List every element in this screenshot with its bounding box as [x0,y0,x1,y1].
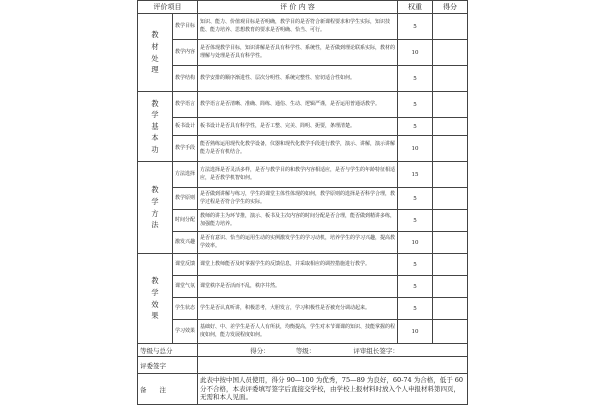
category-char: 教 [151,30,159,40]
category-cell [138,162,173,254]
score-input-cell[interactable] [433,298,468,320]
category-char: 学 [151,287,159,297]
score-input-cell[interactable] [433,92,468,118]
sub-item-label: 方法选择 [173,162,198,188]
sub-item-label: 课堂气氛 [173,276,198,298]
category-char: 效 [151,299,159,309]
notes-label: 备 注 [138,374,198,405]
category-char: 教 [151,276,159,286]
criteria-text: 能否熟练运用现代化教学设备，仪器和现代化教学手段进行教学，演示、讲解，演示讲解能力是否有机结合。 [198,136,398,162]
category-char: 本 [151,133,159,143]
criteria-text: 课堂秩序是否活而不乱，秩序井然。 [198,276,398,298]
category-char: 学 [151,196,159,206]
table-row [138,188,468,210]
criteria-text: 方法选择是否灵活多样，是否与教学目的和教学内容相适应，是否与学生的年龄特征相适应，是否教学机智如何。 [198,162,398,188]
reviewer-label: 评审组长签字： [353,346,399,355]
category-cell [138,254,173,344]
sub-item-label: 教学结构 [173,66,198,92]
grade-label: 等级与总分 [138,344,198,357]
sub-item-label: 时间分配 [173,210,198,232]
table-row [138,162,468,188]
sub-item-label: 课堂反馈 [173,254,198,276]
sub-item-label: 教学语言 [173,92,198,118]
weight-value: 5 [398,14,433,40]
category-char: 材 [151,41,159,51]
weight-value: 5 [398,298,433,320]
category-char: 法 [151,220,159,230]
score-input-cell[interactable] [433,118,468,136]
criteria-text: 是否有意识、恰当的运用生动的实例激发学生的学习动机，培养学生的学习兴趣，提高教学效率。 [198,232,398,254]
weight-value: 10 [398,320,433,344]
table-row [138,298,468,320]
weight-value: 15 [398,162,433,188]
sub-item-label: 激发兴趣 [173,232,198,254]
sub-item-label: 教学手段 [173,136,198,162]
criteria-text: 板书设计是否具有科学性，是否工整、完美、简明、扼要，条理清楚。 [198,118,398,136]
sub-item-label: 教学内容 [173,40,198,66]
sub-item-label: 教学原则 [173,188,198,210]
weight-value: 10 [398,232,433,254]
weight-value: 5 [398,210,433,232]
score-input-cell[interactable] [433,232,468,254]
criteria-text: 教学语言是否清晰、准确、简练、通俗、生动、逻辑严谨，是否运用普通话教学。 [198,92,398,118]
category-char: 理 [151,65,159,75]
sub-item-label: 板书设计 [173,118,198,136]
sub-item-label: 教学目标 [173,14,198,40]
criteria-text: 知识、能力、价值观目标是否明确，教学目的是否符合新课程要求和学生实际，知识技能、能力培养、思想教育的要求是否明确、恰当、可行。 [198,14,398,40]
score-label: 得分： [250,346,270,355]
signature-row [138,357,468,374]
table-row [138,14,468,40]
table-row [138,40,468,66]
table-row [138,210,468,232]
weight-value: 10 [398,136,433,162]
score-input-cell[interactable] [433,188,468,210]
header-score: 得分 [433,1,468,14]
header-weight: 权重 [398,1,433,14]
weight-value: 5 [398,254,433,276]
evaluation-table [137,0,468,405]
category-char: 基 [151,121,159,131]
category-char: 功 [151,144,159,154]
criteria-text: 基础好、中、差学生是否人人有所获，均衡提高，学生对本节课课的知识、技能掌握的程度如何，能力发展程度如何。 [198,320,398,344]
category-char: 教 [151,98,159,108]
sub-item-label: 学习效果 [173,320,198,344]
evaluation-sheet [137,0,467,400]
signature-label: 评委签字 [138,357,198,374]
criteria-text: 是否体现教学目标，知识讲解是否具有科学性、系统性，是否做到理论联系实际，教材的理解与处理是否具有科学性。 [198,40,398,66]
weight-value: 5 [398,188,433,210]
header-item: 评价项目 [138,1,198,14]
category-cell [138,14,173,92]
table-row [138,254,468,276]
weight-value: 5 [398,118,433,136]
category-char: 处 [151,53,159,63]
table-row [138,118,468,136]
score-input-cell[interactable] [433,14,468,40]
score-input-cell[interactable] [433,136,468,162]
weight-value: 5 [398,66,433,92]
grade-row [138,344,468,357]
table-row [138,276,468,298]
category-char: 果 [151,311,159,321]
table-row [138,92,468,118]
score-input-cell[interactable] [433,40,468,66]
weight-value: 5 [398,276,433,298]
score-input-cell[interactable] [433,210,468,232]
weight-value: 10 [398,40,433,66]
notes-text: 此表中按中国人员使用，得分 90—100 为优秀，75—89 为良好，60-74 为合格，低于 60 分不合格，本表评委填写签字后直接交学校，由学校上报材料时放入个人申报材料第四页，无需和本人见面。 [198,374,468,405]
header-content: 评 价 内 容 [198,1,398,14]
category-char: 教 [151,185,159,195]
score-input-cell[interactable] [433,66,468,92]
signature-field[interactable] [198,357,468,374]
score-input-cell[interactable] [433,276,468,298]
category-char: 学 [151,110,159,120]
category-char: 方 [151,208,159,218]
score-input-cell[interactable] [433,320,468,344]
table-row [138,136,468,162]
criteria-text: 课堂上教师能否及时掌握学生的反馈信息，并采取相应的调控措施进行教学。 [198,254,398,276]
level-label: 等级： [295,346,316,355]
criteria-text: 学生是否认真听讲，积极思考，大胆发言，学习积极性是否被充分调动起来。 [198,298,398,320]
category-cell [138,92,173,162]
criteria-text: 教学安排的顺序渐进性、层次分明性、系统完整性、密切适合性如何。 [198,66,398,92]
table-row [138,320,468,344]
evaluation-rows [138,14,468,344]
criteria-text: 教师的讲主为环节推，演示、板书及主次内容的时间分配是否合理，能否做到精讲多练，加强能力培养。 [198,210,398,232]
grade-fields [198,344,468,357]
table-row [138,232,468,254]
score-input-cell[interactable] [433,254,468,276]
score-input-cell[interactable] [433,162,468,188]
criteria-text: 是否做到讲解与练习，学生的课堂主体性体现的如何，教学原则的选择是否科学合理，教学过程是否符合学生的实际。 [198,188,398,210]
sub-item-label: 学生状态 [173,298,198,320]
table-row [138,66,468,92]
table-header-row [138,1,468,14]
weight-value: 5 [398,92,433,118]
